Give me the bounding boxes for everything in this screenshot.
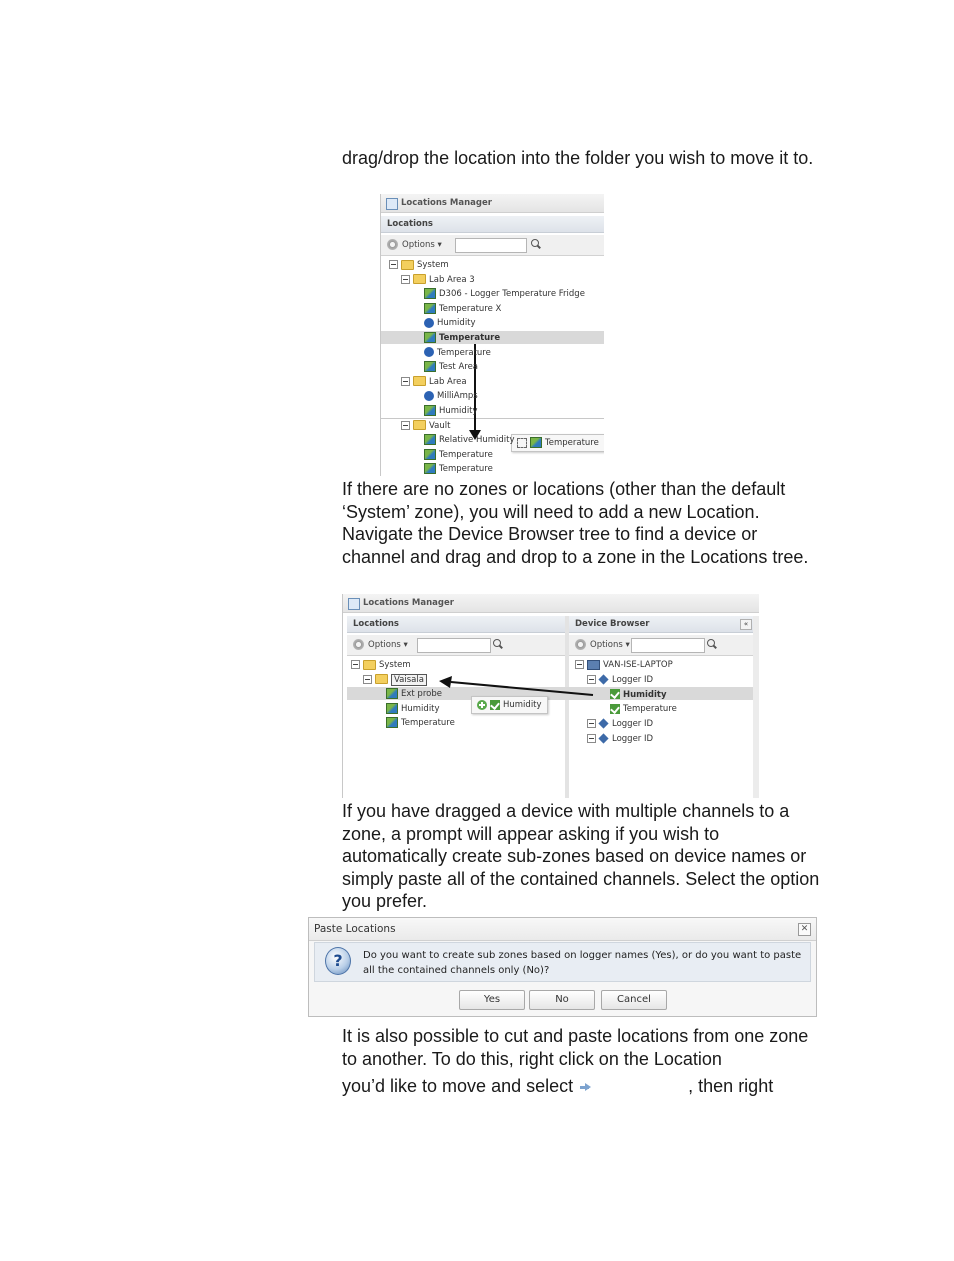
device-icon [598, 719, 608, 729]
drag-ghost: Temperature [511, 434, 604, 452]
tree-row[interactable] [386, 702, 440, 716]
tree-row-label: Temperature [439, 333, 501, 343]
tree-row[interactable] [424, 448, 493, 462]
paragraph-4-line-2-end: , then right [688, 1076, 774, 1097]
tree-row[interactable] [386, 687, 442, 701]
tree-row-label: Vault [429, 420, 451, 431]
expand-toggle-icon[interactable] [401, 377, 410, 386]
tree-row-label: Temperature [439, 464, 493, 475]
chart-icon [386, 703, 398, 714]
tree-row-label: Logger ID [612, 674, 654, 685]
folder-icon [413, 274, 426, 284]
dialog-body [314, 942, 811, 982]
paste-locations-dialog [308, 917, 817, 1017]
options-menu-button[interactable]: Options ▾ [575, 639, 630, 651]
tree-row[interactable] [424, 302, 501, 316]
tree-row-label: Temperature [439, 449, 493, 460]
tree-row-label: Temperature [401, 718, 455, 729]
expand-toggle-icon[interactable] [587, 734, 596, 743]
expand-toggle-icon[interactable] [587, 675, 596, 684]
tree-row[interactable] [424, 316, 476, 330]
tree-row[interactable] [424, 389, 478, 403]
tree-row[interactable] [424, 346, 491, 360]
folder-icon [375, 674, 388, 684]
check-chart-icon [610, 689, 620, 699]
tree-row[interactable] [389, 258, 449, 272]
tree-row[interactable] [424, 433, 515, 447]
tree-row-label: Test Area [439, 362, 479, 373]
tree-row-label: Logger ID [612, 734, 654, 744]
folder-icon [363, 660, 376, 670]
tree-row-label: System [417, 260, 449, 270]
collapse-icon[interactable]: « [740, 619, 752, 630]
panel-title: Locations [387, 219, 433, 229]
tree-row[interactable] [610, 702, 677, 716]
chart-icon [424, 449, 436, 460]
expand-toggle-icon[interactable] [575, 660, 584, 669]
instruction-paragraph-2: If there are no zones or locations (other than the default ‘System’ zone), you will need to add a new Location. Navigate the Device Browser tree to find a device or channel and drag and drop to a zone in the Locations tree. [342, 479, 809, 567]
yes-button[interactable]: Yes [459, 990, 525, 1010]
chart-icon [386, 717, 398, 728]
cancel-button[interactable]: Cancel [601, 990, 667, 1010]
info-icon [424, 391, 434, 401]
tree-row-label: Humidity [623, 689, 667, 700]
paragraph-4-line-1: It is also possible to cut and paste locations from one zone to another. To do this, right click on the Location [342, 1026, 809, 1069]
chart-icon [530, 437, 542, 448]
expand-toggle-icon[interactable] [587, 719, 596, 728]
question-icon: ? [325, 947, 351, 975]
plus-icon [477, 700, 487, 710]
tree-row[interactable] [351, 658, 411, 672]
dialog-title-bar [309, 918, 816, 941]
tree-row-label: Ext probe [401, 689, 442, 700]
tree-row-label: Lab Area [429, 376, 467, 387]
tree-row-label: Logger ID [612, 719, 654, 730]
tree-row[interactable] [424, 462, 493, 476]
chart-icon [424, 303, 436, 314]
tree-row-label: Temperature X [439, 303, 502, 314]
device-icon [598, 674, 608, 684]
drag-ghost: Humidity [471, 696, 548, 714]
tree-row[interactable] [424, 331, 500, 345]
tree-row[interactable] [610, 688, 667, 702]
folder-icon [401, 260, 414, 270]
tree-row-label: D306 - Logger Temperature Fridge [439, 289, 585, 300]
instruction-paragraph-1: drag/drop the location into the folder you wish to move it to. [342, 148, 814, 168]
tree-row-label: System [379, 660, 411, 670]
paragraph-4-line-2-start: you’d like to move and select [342, 1076, 574, 1097]
options-menu-button[interactable]: Options ▾ [353, 639, 408, 651]
folder-icon [413, 376, 426, 386]
tree-row-label: Humidity [401, 703, 440, 714]
chart-icon [424, 332, 436, 343]
locations-manager-screenshot [380, 194, 604, 476]
tree-row-label: Vaisala [391, 674, 427, 686]
chart-icon [424, 463, 436, 474]
expand-toggle-icon[interactable] [389, 260, 398, 269]
folder-icon [413, 420, 426, 430]
expand-toggle-icon[interactable] [401, 421, 410, 430]
tree-row[interactable] [587, 732, 653, 746]
tree-row-label: Lab Area 3 [429, 274, 475, 285]
device-browser-panel-header: Device Browser [569, 616, 759, 633]
expand-toggle-icon[interactable] [351, 660, 360, 669]
chart-icon [424, 288, 436, 299]
device-browser-screenshot [342, 594, 759, 798]
tree-row-label: Temperature [623, 704, 677, 715]
no-button[interactable]: No [529, 990, 595, 1010]
info-icon [424, 347, 434, 357]
drag-move-icon [517, 438, 527, 448]
options-menu-button[interactable]: Options ▾ [387, 239, 442, 251]
tree-row[interactable] [575, 658, 673, 672]
tree-row-label: Humidity [439, 406, 478, 416]
chart-icon [386, 688, 398, 699]
chart-icon [424, 434, 436, 445]
expand-toggle-icon[interactable] [401, 275, 410, 284]
computer-icon [587, 660, 600, 670]
check-icon [490, 700, 500, 710]
tree-row-label: Temperature [437, 347, 491, 358]
dialog-message: Do you want to create sub zones based on logger names (Yes), or do you want to paste all the contained channels only (No)? [363, 950, 802, 976]
tree-row[interactable] [401, 375, 467, 389]
tree-row[interactable] [424, 360, 478, 374]
close-icon[interactable]: ✕ [798, 923, 811, 936]
tree-row[interactable] [587, 717, 653, 731]
chart-icon [424, 405, 436, 416]
tree-row-label: VAN-ISE-LAPTOP [603, 660, 673, 670]
chart-icon [424, 361, 436, 372]
locations-panel-header: Locations [347, 616, 565, 633]
tree-row[interactable] [386, 716, 455, 730]
tree-row[interactable] [587, 673, 653, 687]
tree-row[interactable] [401, 273, 475, 287]
tree-row[interactable] [363, 673, 427, 687]
cut-arrow-icon [578, 1081, 592, 1093]
info-icon [424, 318, 434, 328]
dialog-title: Paste Locations [314, 923, 396, 935]
instruction-paragraph-4 [342, 1025, 820, 1098]
tree-row[interactable] [424, 404, 478, 418]
window-title: Locations Manager [401, 198, 492, 208]
tree-row-label: MilliAmps [437, 391, 478, 402]
check-chart-icon [610, 704, 620, 714]
tree-row-label: Humidity [437, 318, 476, 329]
expand-toggle-icon[interactable] [363, 675, 372, 684]
device-icon [598, 733, 608, 743]
tree-row-label: Relative Humidity [439, 435, 515, 446]
instruction-paragraph-3: If you have dragged a device with multiple channels to a zone, a prompt will appear asking if you wish to automatically create sub-zones based on device names or simply paste all of the contained channels. Select the option you prefer. [342, 801, 820, 912]
tree-row[interactable] [424, 287, 585, 301]
window-title: Locations Manager [363, 598, 454, 608]
tree-row[interactable] [401, 419, 450, 433]
